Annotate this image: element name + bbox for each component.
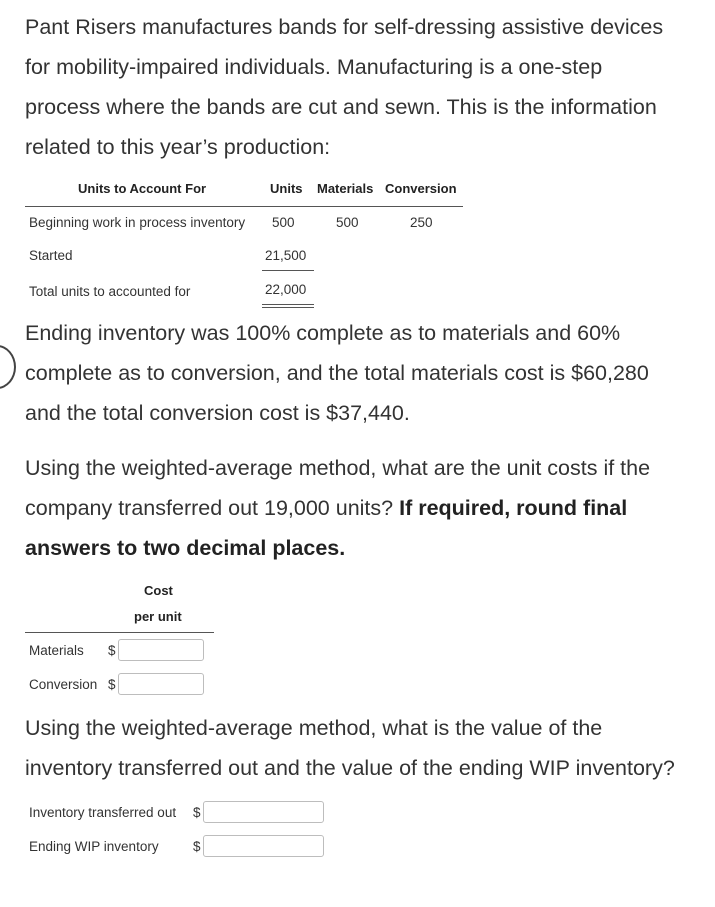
ending-line: Ending inventory was 100% complete as to materials and 60% (25, 321, 621, 345)
units-table-header-rule (25, 206, 463, 207)
row-beginning-wip-label: Beginning work in process inventory (29, 215, 246, 230)
transferred-out-input[interactable] (203, 801, 324, 823)
radio-circle-edge (0, 345, 16, 389)
transferred-out-currency: $ (193, 805, 201, 820)
ending-line: and the total conversion cost is $37,440. (25, 401, 410, 425)
cost-table-header-rule (25, 632, 214, 633)
row-beginning-wip-units: 500 (272, 215, 295, 230)
units-table-header-conversion: Conversion (385, 181, 457, 196)
ending-wip-currency: $ (193, 839, 201, 854)
intro-line: process where the bands are cut and sewn. This is the information (25, 95, 657, 119)
row-total-units: 22,000 (265, 282, 307, 297)
transferred-out-label: Inventory transferred out (29, 805, 177, 820)
cost-header-line1: Cost (144, 583, 173, 598)
row-started-label: Started (29, 248, 73, 263)
cost-header-line2: per unit (134, 609, 182, 624)
intro-line: related to this year’s production: (25, 135, 331, 159)
materials-label: Materials (29, 643, 84, 658)
row-beginning-wip-conversion: 250 (410, 215, 433, 230)
units-table-header-units: Units (270, 181, 303, 196)
row-started-units: 21,500 (265, 248, 307, 263)
question2-paragraph (25, 708, 713, 788)
total-double-rule (262, 304, 314, 308)
intro-paragraph (25, 7, 713, 167)
ending-paragraph (25, 313, 713, 433)
row-beginning-wip-materials: 500 (336, 215, 359, 230)
ending-line: complete as to conversion, and the total materials cost is $60,280 (25, 361, 649, 385)
question1-bold-text: If required, round final (399, 496, 628, 520)
conversion-cost-input[interactable] (118, 673, 204, 695)
question1-line: Using the weighted-average method, what are the unit costs if the (25, 456, 651, 480)
ending-wip-input[interactable] (203, 835, 324, 857)
question1-line (25, 488, 713, 528)
materials-currency: $ (108, 643, 116, 658)
row-total-label: Total units to accounted for (29, 284, 191, 299)
conversion-currency: $ (108, 677, 116, 692)
intro-line: Pant Risers manufactures bands for self-dressing assistive devices (25, 15, 664, 39)
question2-line: Using the weighted-average method, what is the value of the (25, 716, 603, 740)
intro-line: for mobility-impaired individuals. Manufacturing is a one-step (25, 55, 603, 79)
started-sum-rule (262, 270, 314, 271)
question1-normal-text: company transferred out 19,000 units? (25, 496, 400, 520)
ending-wip-label: Ending WIP inventory (29, 839, 159, 854)
materials-cost-input[interactable] (118, 639, 204, 661)
question1-paragraph (25, 448, 713, 568)
conversion-label: Conversion (29, 677, 98, 692)
question2-line: inventory transferred out and the value of the ending WIP inventory? (25, 756, 675, 780)
question1-bold-line: answers to two decimal places. (25, 536, 346, 560)
units-table-header-label: Units to Account For (78, 181, 207, 196)
units-table-header-materials: Materials (317, 181, 374, 196)
